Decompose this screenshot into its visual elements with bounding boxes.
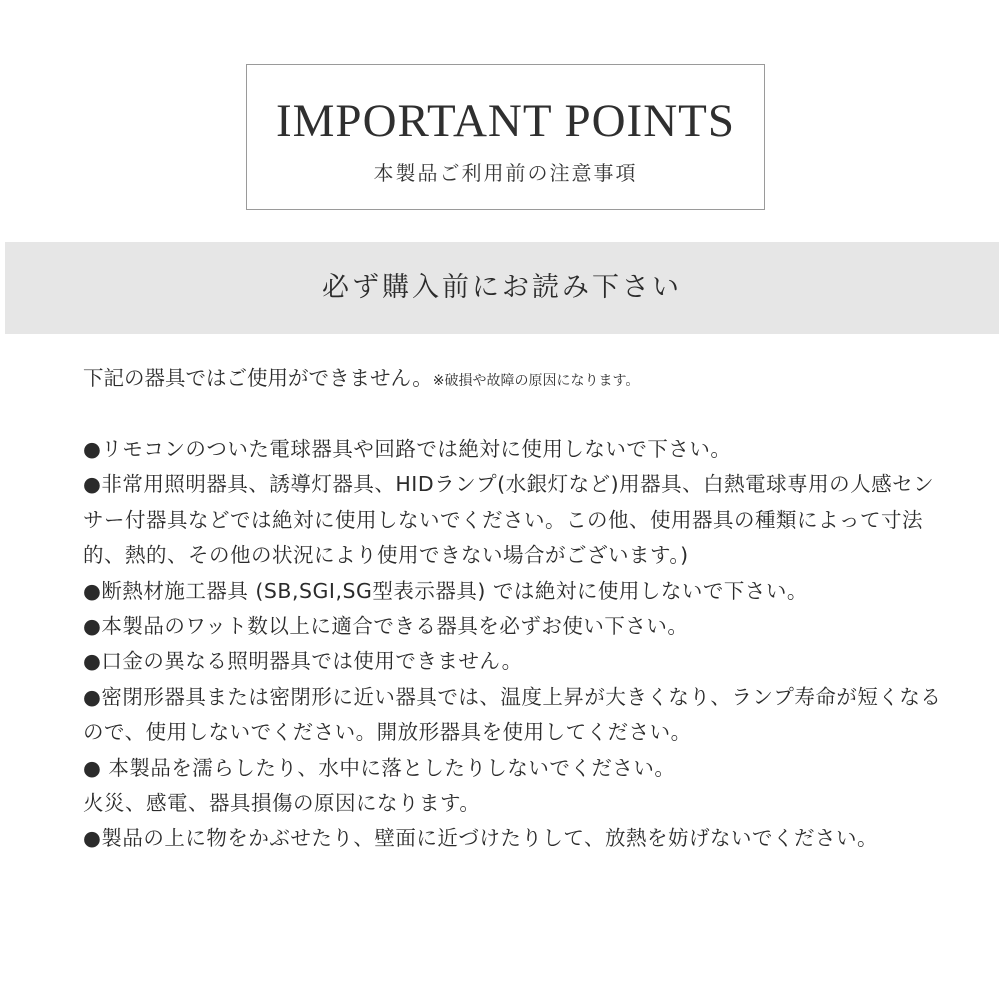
page-title: IMPORTANT POINTS xyxy=(275,95,735,147)
caution-item: ●本製品のワット数以上に適合できる器具を必ずお使い下さい。 xyxy=(83,614,689,639)
caution-list xyxy=(83,432,945,857)
caution-item: ●密閉形器具または密閉形に近い器具では、温度上昇が大きくなり、ランプ寿命が短くなるので、使用しないでください。開放形器具を使用してください。 xyxy=(83,684,942,745)
caution-content xyxy=(83,362,945,857)
notice-banner xyxy=(5,242,999,334)
caution-item: ● 本製品を濡らしたり、水中に落としたりしないでください。 xyxy=(83,755,676,780)
caution-item: 火災、感電、器具損傷の原因になります。 xyxy=(83,791,481,816)
intro-text: 下記の器具ではご使用ができません。 xyxy=(83,366,433,390)
notice-banner-text: 必ず購入前にお読み下さい xyxy=(322,272,682,303)
caution-item: ●非常用照明器具、誘導灯器具、HIDランプ(水銀灯など)用器具、白熱電球専用の人感センサー付器具などでは絶対に使用しないでください。この他、使用器具の種類によって寸法的、熱的、その他の状況により使用できない場合がございます。) xyxy=(83,472,935,568)
intro-note: ※破損や故障の原因になります。 xyxy=(432,373,640,389)
caution-item: ●断熱材施工器具 (SB,SGI,SG型表示器具) では絶対に使用しないで下さい。 xyxy=(83,578,808,603)
caution-item: ●製品の上に物をかぶせたり、壁面に近づけたりして、放熱を妨げないでください。 xyxy=(83,826,878,851)
intro-line xyxy=(83,362,945,397)
title-box xyxy=(246,64,765,210)
caution-item: ●口金の異なる照明器具では使用できません。 xyxy=(83,649,523,674)
caution-item: ●リモコンのついた電球器具や回路では絶対に使用しないで下さい。 xyxy=(83,437,732,461)
page-subtitle: 本製品ご利用前の注意事項 xyxy=(373,161,638,185)
